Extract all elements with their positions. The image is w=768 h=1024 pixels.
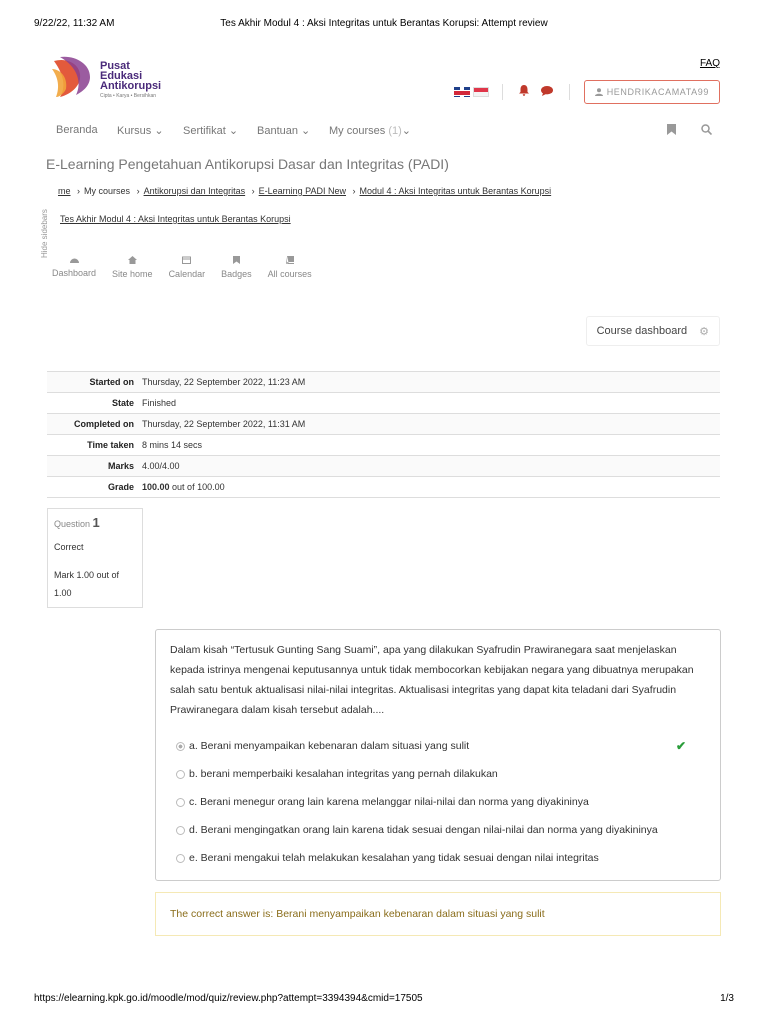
breadcrumb-separator: ›: [77, 186, 81, 196]
question-info: [47, 508, 143, 608]
search-icon[interactable]: [701, 126, 712, 138]
utility-bar: [454, 80, 720, 104]
quick-link-dashboard[interactable]: Dashboard: [52, 256, 96, 279]
correct-answer-feedback: The correct answer is: Berani menyampaikan kebenaran dalam situasi yang sulit: [155, 892, 721, 936]
answer-option: [170, 732, 706, 760]
answer-options: [170, 732, 706, 872]
summary-value: 8 mins 14 secs: [142, 440, 203, 450]
summary-value: 4.00/4.00: [142, 461, 180, 471]
home-icon: [112, 256, 153, 266]
question-number: Question 1: [54, 515, 100, 530]
summary-label: Grade: [107, 482, 134, 492]
answer-option: [170, 844, 706, 872]
chat-icon[interactable]: [541, 86, 553, 99]
chevron-down-icon: ⌄: [228, 125, 239, 137]
course-dashboard-label: Course dashboard: [596, 325, 688, 337]
user-icon: [595, 88, 603, 96]
hide-sidebars-toggle[interactable]: Hide sidebars: [40, 209, 49, 258]
print-page-title: Tes Akhir Modul 4 : Aksi Integritas untuk Berantas Korupsi: Attempt review: [220, 18, 548, 29]
logo-mark-icon: [50, 55, 96, 99]
bell-icon[interactable]: [519, 85, 529, 99]
answer-option-label: a. Berani menyampaikan kebenaran dalam situasi yang sulit: [189, 740, 470, 752]
course-dashboard-button[interactable]: [586, 316, 720, 346]
summary-label: Started on: [89, 377, 134, 387]
print-footer: [34, 993, 734, 1007]
divider: [502, 84, 503, 100]
user-name: HENDRIKACAMATA99: [606, 87, 709, 97]
site-logo[interactable]: [50, 55, 170, 105]
summary-label: Completed on: [74, 419, 134, 429]
radio-button-selected[interactable]: [176, 742, 185, 751]
breadcrumb-category[interactable]: Antikorupsi dan Integritas: [143, 186, 246, 196]
question-state: Correct: [54, 542, 84, 552]
nav-tools: [645, 124, 712, 138]
table-row: [47, 414, 720, 435]
nav-item-kursus[interactable]: Kursus ⌄: [117, 125, 164, 137]
answer-option: [170, 760, 706, 788]
table-row: [47, 477, 720, 498]
nav-item-bantuan[interactable]: Bantuan ⌄: [257, 125, 311, 137]
summary-label: Marks: [107, 461, 134, 471]
radio-button[interactable]: [176, 798, 185, 807]
answer-option-label: b. berani memperbaiki kesalahan integritas yang pernah dilakukan: [189, 768, 498, 780]
table-row: [47, 393, 720, 414]
breadcrumb-separator: ›: [251, 186, 255, 196]
question-mark: Mark 1.00 out of 1.00: [54, 570, 120, 598]
summary-value: Thursday, 22 September 2022, 11:31 AM: [142, 419, 306, 429]
summary-value: Finished: [142, 398, 177, 408]
breadcrumb-home[interactable]: me: [58, 186, 71, 196]
radio-button[interactable]: [176, 826, 185, 835]
main-nav: [56, 124, 712, 140]
logo-text: Pusat Edukasi Antikorupsi: [100, 60, 162, 92]
chevron-down-icon: ⌄: [401, 125, 411, 137]
table-row: [47, 435, 720, 456]
divider: [569, 84, 570, 100]
breadcrumb-my-courses[interactable]: My courses: [84, 186, 131, 196]
quick-links: [52, 256, 328, 279]
nav-item-sertifikat[interactable]: Sertifikat ⌄: [183, 125, 239, 137]
breadcrumb: [58, 186, 551, 196]
chevron-down-icon: ⌄: [301, 125, 311, 137]
breadcrumb-separator: ›: [136, 186, 140, 196]
question-text: Dalam kisah “Tertusuk Gunting Sang Suami”, apa yang dilakukan Syafrudin Prawiranegara saat menjelaskan kepada istrinya mengenai keputusannya untuk tidak membocorkan kebijakan negara yang dibuatnya merupakan salah satu bentuk aktualisasi nilai-nilai integritas. Aktualisasi integritas yang dapat kita teladani dari Syafrudin Prawiranegara dalam kisah tersebut adalah....: [170, 644, 694, 716]
bookmark-icon[interactable]: [667, 126, 679, 138]
summary-value: 100.00 out of 100.00: [142, 482, 225, 492]
dashboard-icon: [52, 256, 96, 265]
summary-label: State: [111, 398, 134, 408]
question-content: [155, 629, 721, 881]
nav-item-beranda[interactable]: Beranda: [56, 124, 98, 136]
breadcrumb-quiz[interactable]: Tes Akhir Modul 4 : Aksi Integritas untuk Berantas Korupsi: [60, 214, 291, 224]
faq-link[interactable]: FAQ: [699, 58, 720, 69]
answer-option-label: e. Berani mengakui telah melakukan kesalahan yang tidak sesuai dengan nilai integritas: [189, 852, 599, 864]
user-menu-button[interactable]: [584, 80, 720, 104]
my-courses-count: (1): [388, 125, 402, 137]
breadcrumb-course[interactable]: E-Learning PADI New: [258, 186, 347, 196]
check-icon: ✔: [675, 739, 686, 753]
summary-label: Time taken: [87, 440, 134, 450]
uk-flag-icon[interactable]: [454, 87, 470, 97]
breadcrumb-separator: ›: [352, 186, 356, 196]
attempt-summary-table: [47, 371, 720, 498]
answer-option-label: d. Berani mengingatkan orang lain karena tidak sesuai dengan nilai-nilai dan norma yang diyakininya: [189, 824, 658, 836]
course-title: E-Learning Pengetahuan Antikorupsi Dasar dan Integritas (PADI): [46, 156, 449, 172]
radio-button[interactable]: [176, 770, 185, 779]
print-datetime: 9/22/22, 11:32 AM: [34, 18, 115, 29]
gear-icon[interactable]: ⚙: [699, 325, 709, 338]
table-row: [47, 372, 720, 393]
quick-link-site-home[interactable]: Site home: [112, 256, 153, 279]
quick-link-badges[interactable]: Badges: [221, 256, 252, 279]
breadcrumb-module[interactable]: Modul 4 : Aksi Integritas untuk Berantas Korupsi: [359, 186, 552, 196]
quick-link-calendar[interactable]: Calendar: [169, 256, 206, 279]
badge-icon: [221, 256, 252, 266]
nav-item-my-courses[interactable]: My courses (1)⌄: [329, 125, 411, 137]
print-url: https://elearning.kpk.go.id/moodle/mod/quiz/review.php?attempt=3394394&cmid=17505: [34, 993, 423, 1004]
radio-button[interactable]: [176, 854, 185, 863]
logo-tagline: Cipta • Karya • Bersihkan: [100, 93, 157, 99]
answer-option: [170, 816, 706, 844]
indonesia-flag-icon[interactable]: [473, 87, 489, 97]
quick-link-all-courses[interactable]: All courses: [268, 256, 312, 279]
print-page-number: 1/3: [720, 993, 734, 1004]
calendar-icon: [169, 256, 206, 266]
print-header: [34, 18, 734, 32]
table-row: [47, 456, 720, 477]
answer-option: [170, 788, 706, 816]
answer-option-label: c. Berani menegur orang lain karena melanggar nilai-nilai dan norma yang diyakininya: [189, 796, 589, 808]
chevron-down-icon: ⌄: [154, 125, 164, 137]
summary-value: Thursday, 22 September 2022, 11:23 AM: [142, 377, 306, 387]
book-icon: [268, 256, 312, 266]
